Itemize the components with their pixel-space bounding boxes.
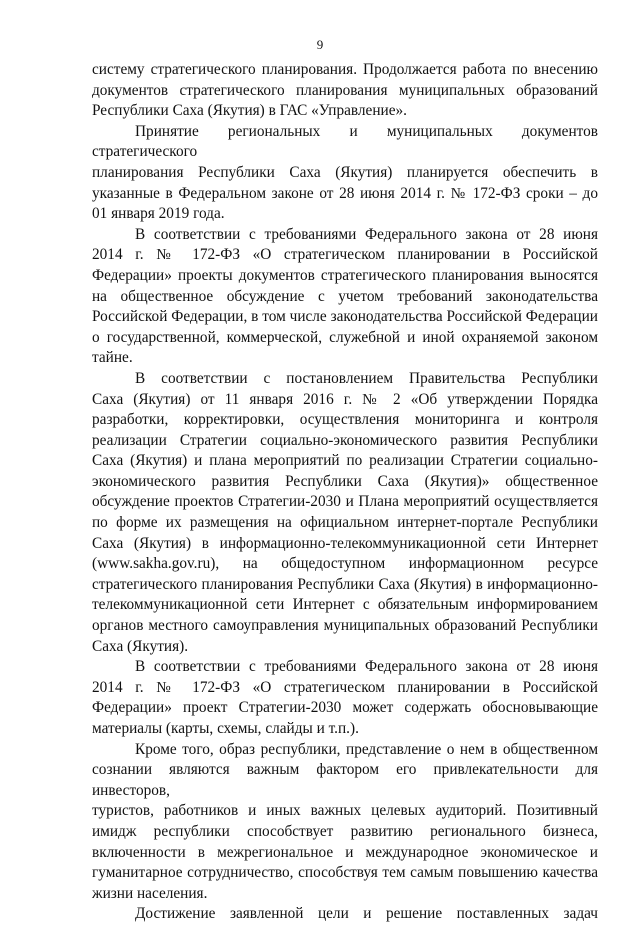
text-line: указанные в Федеральном законе от 28 июня 2014 г. № 172-ФЗ сроки – до [92,184,598,202]
text-line: Российской Федерации, в том числе законодательства Российской Федерации [92,308,598,326]
text-line: на общественное обсуждение с учетом требований законодательства [92,287,598,305]
text-line: разработки, корректировки, осуществления мониторинга и контроля [92,411,598,429]
page-number: 9 [316,37,324,52]
paragraph [92,740,598,905]
text-line: 2014 г. № 172-ФЗ «О стратегическом планировании в Российской [92,678,598,696]
text-line: телекоммуникационной сети Интернет с обязательным информированием [92,596,598,614]
text-line: (www.sakha.gov.ru), на общедоступном информационном ресурсе [92,555,598,573]
paragraph [92,369,598,657]
text-line: Саха (Якутия) в информационно-телекоммуникационной сети Интернет [92,534,598,552]
text-line: Саха (Якутия) от 11 января 2016 г. № 2 «Об утверждении Порядка [92,390,598,408]
text-line: включенности в межрегиональное и международное экономическое и [92,843,598,861]
text-line: Кроме того, образ республики, представление о нем в общественном [135,740,598,758]
text-line: жизни населения. [92,884,208,902]
text-line: В соответствии с требованиями Федерального закона от 28 июня [135,225,598,243]
text-line: Саха (Якутия) и плана мероприятий по реализации Стратегии социально- [92,452,598,470]
text-line: тайне. [92,349,133,367]
text-line: экономического развития Республики Саха (Якутия)» общественное [92,472,598,490]
text-line: Федерации» проекты документов стратегического планирования выносятся [92,266,598,284]
text-line: Саха (Якутия). [92,637,189,655]
text-line: 2014 г. № 172-ФЗ «О стратегическом планировании в Российской [92,246,598,264]
text-line: документов стратегического планирования муниципальных образований [92,81,598,99]
text-line: органов местного самоуправления муниципальных образований Республики [92,617,598,635]
text-line: обсуждение проектов Стратегии-2030 и Плана мероприятий осуществляется [92,493,598,511]
document-body [92,60,598,925]
text-line: материалы (карты, схемы, слайды и т.п.). [92,720,359,737]
paragraph [92,60,598,122]
paragraph [92,904,598,925]
text-line: систему стратегического планирования. Продолжается работа по внесению [92,61,598,78]
text-line: 01 января 2019 года. [92,205,225,223]
paragraph [92,657,598,739]
text-line: сознании являются важным фактором его привлекательности для инвесторов, [92,761,598,799]
text-line: о государственной, коммерческой, служебной и иной охраняемой законом [92,328,598,346]
text-line: Достижение заявленной цели и решение поставленных задач [135,905,598,923]
text-line: В соответствии с постановлением Правительства Республики [135,369,598,387]
text-line: имидж республики способствует развитию регионального бизнеса, [92,822,598,840]
text-line: В соответствии с требованиями Федерального закона от 28 июня [135,658,598,676]
text-line: по форме их размещения на официальном интернет-портале Республики [92,514,598,532]
text-line: туристов, работников и иных важных целевых аудиторий. Позитивный [92,802,598,820]
text-line: гуманитарное сотрудничество, способствуя тем самым повышению качества [92,864,598,882]
text-line: планирования Республики Саха (Якутия) планируется обеспечить в [92,163,598,181]
text-line: Федерации» проект Стратегии-2030 может содержать обосновывающие [92,699,598,717]
text-line: стратегического планирования Республики Саха (Якутия) в информационно- [92,575,598,593]
text-line: Принятие региональных и муниципальных документов стратегического [92,122,598,161]
paragraph [92,225,598,369]
text-line: реализации Стратегии социально-экономического развития Республики [92,431,598,449]
text-line: Республики Саха (Якутия) в ГАС «Управление». [92,102,407,120]
paragraph [92,122,598,225]
